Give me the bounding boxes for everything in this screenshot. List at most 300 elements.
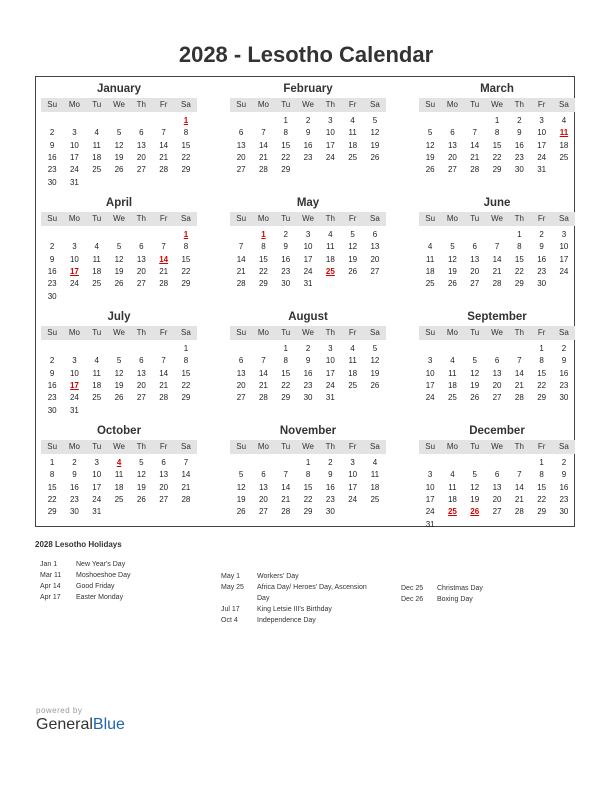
weekday-label: Fr xyxy=(537,442,546,451)
date-cell: 12 xyxy=(236,482,246,492)
date-cell: 14 xyxy=(281,482,291,492)
date-cell: 25 xyxy=(425,279,435,289)
weekday-header xyxy=(419,326,575,340)
date-cell: 21 xyxy=(159,266,169,276)
date-cell: 16 xyxy=(47,380,57,390)
date-cell: 10 xyxy=(325,128,335,138)
date-cell: 3 xyxy=(328,344,333,353)
date-cell: 21 xyxy=(470,152,480,162)
date-cell: 18 xyxy=(92,380,102,390)
holiday-item xyxy=(401,594,551,605)
date-cell: 3 xyxy=(350,458,355,467)
date-cell: 7 xyxy=(183,458,189,467)
month-july xyxy=(41,310,197,420)
date-cell: 7 xyxy=(161,242,166,252)
date-cell: 31 xyxy=(303,279,313,289)
date-cell: 6 xyxy=(139,356,144,366)
date-cell: 27 xyxy=(492,507,502,517)
date-cell: 5 xyxy=(427,128,433,138)
date-cell: 22 xyxy=(181,380,191,390)
date-cell: 3 xyxy=(561,230,567,239)
date-cell: 15 xyxy=(281,368,291,378)
date-cell: 17 xyxy=(325,368,335,378)
date-cell: 11 xyxy=(348,356,357,366)
date-cell: 1 xyxy=(283,344,288,353)
weekday-label: Su xyxy=(425,214,436,223)
holiday-item xyxy=(221,582,381,604)
date-cell: 30 xyxy=(303,393,313,403)
holiday-date: 1 xyxy=(261,230,266,239)
date-cell: 7 xyxy=(161,356,166,366)
date-cell: 15 xyxy=(537,482,547,492)
holiday-date-label: Jul 17 xyxy=(221,606,240,613)
month-name: October xyxy=(96,425,142,437)
date-cell: 12 xyxy=(136,470,146,480)
month-name: November xyxy=(279,425,337,437)
date-cell: 14 xyxy=(258,140,268,150)
date-cell: 4 xyxy=(372,458,378,467)
date-cell: 13 xyxy=(470,254,480,264)
date-cell: 2 xyxy=(561,344,567,353)
date-cell: 21 xyxy=(258,152,268,162)
holiday-date: 25 xyxy=(447,507,457,517)
date-cell: 2 xyxy=(305,344,311,353)
date-cell: 24 xyxy=(325,152,335,162)
date-cell: 27 xyxy=(159,494,169,504)
date-cell: 10 xyxy=(69,140,79,150)
date-cell: 23 xyxy=(559,494,569,504)
page-title: 2028 - Lesotho Calendar xyxy=(178,42,434,67)
date-cell: 21 xyxy=(492,266,502,276)
date-cell: 18 xyxy=(370,482,380,492)
weekday-label: Fr xyxy=(537,328,546,337)
weekday-label: Mo xyxy=(68,442,80,451)
logo-text-general: General xyxy=(36,716,93,733)
date-cell: 3 xyxy=(72,128,77,138)
holiday-item xyxy=(40,592,190,603)
month-name: May xyxy=(296,197,320,209)
date-cell: 23 xyxy=(325,494,335,504)
month-june xyxy=(419,196,575,306)
weekday-label: Th xyxy=(514,214,524,223)
weekday-label: Tu xyxy=(470,100,480,109)
weekday-label: Sa xyxy=(559,214,569,223)
date-cell: 9 xyxy=(517,128,522,138)
date-cell: 10 xyxy=(69,368,79,378)
date-cell: 4 xyxy=(450,470,455,480)
holiday-date: 17 xyxy=(69,266,79,276)
weekday-header xyxy=(419,440,575,454)
date-cell: 26 xyxy=(425,165,435,175)
date-cell: 3 xyxy=(427,470,433,480)
weekday-header xyxy=(41,440,197,454)
holiday-date: 25 xyxy=(325,266,335,276)
date-cell: 26 xyxy=(370,380,380,390)
weekday-label: Tu xyxy=(92,214,102,223)
date-cell: 28 xyxy=(258,165,268,175)
date-cell: 13 xyxy=(492,368,502,378)
month-september xyxy=(419,310,575,420)
weekday-label: Fr xyxy=(348,328,357,337)
date-cell: 12 xyxy=(114,140,124,150)
date-cell: 9 xyxy=(72,470,77,480)
month-name: September xyxy=(467,311,527,323)
weekday-label: We xyxy=(302,214,314,223)
date-cell: 4 xyxy=(350,116,355,125)
weekday-label: Sa xyxy=(181,214,191,223)
date-cell: 9 xyxy=(305,128,311,138)
month-november xyxy=(230,424,386,534)
date-cell: 7 xyxy=(261,356,266,366)
weekday-label: Tu xyxy=(281,328,291,337)
date-cell: 11 xyxy=(370,470,380,480)
date-cell: 22 xyxy=(47,494,57,504)
date-cell: 30 xyxy=(47,177,57,187)
date-cell: 4 xyxy=(561,116,567,125)
month-december xyxy=(419,424,575,534)
date-cell: 9 xyxy=(305,356,311,366)
date-cell: 6 xyxy=(494,356,500,366)
date-cell: 22 xyxy=(281,380,291,390)
date-cell: 24 xyxy=(92,494,102,504)
date-cell: 7 xyxy=(261,128,266,138)
weekday-label: Th xyxy=(325,328,335,337)
date-cell: 23 xyxy=(559,380,569,390)
date-cell: 19 xyxy=(447,266,457,276)
date-cell: 23 xyxy=(47,279,57,289)
holiday-item xyxy=(221,571,381,582)
date-cell: 15 xyxy=(181,254,191,264)
date-cell: 17 xyxy=(425,380,435,390)
date-cell: 5 xyxy=(372,116,378,125)
date-cell: 27 xyxy=(136,279,146,289)
date-cell: 20 xyxy=(136,380,146,390)
powered-by-text: powered by xyxy=(36,706,83,715)
date-cell: 2 xyxy=(561,458,567,467)
date-cell: 1 xyxy=(539,458,544,467)
weekday-label: Mo xyxy=(446,214,458,223)
date-cell: 16 xyxy=(303,368,313,378)
date-cell: 22 xyxy=(303,494,313,504)
generalblue-logo[interactable] xyxy=(36,716,125,734)
date-cell: 8 xyxy=(539,470,544,480)
date-cell: 29 xyxy=(258,279,268,289)
date-cell: 24 xyxy=(69,165,79,175)
holiday-name: Moshoeshoe Day xyxy=(76,572,131,579)
date-cell: 10 xyxy=(92,470,102,480)
date-cell: 12 xyxy=(370,128,380,138)
weekday-label: Su xyxy=(425,442,436,451)
date-cell: 10 xyxy=(325,356,335,366)
date-cell: 8 xyxy=(183,356,189,366)
date-cell: 21 xyxy=(181,482,191,492)
date-cell: 26 xyxy=(136,494,146,504)
date-cell: 30 xyxy=(281,279,291,289)
date-cell: 18 xyxy=(447,494,457,504)
date-cell: 19 xyxy=(370,368,380,378)
date-cell: 10 xyxy=(348,470,358,480)
date-cell: 28 xyxy=(236,279,246,289)
date-cell: 8 xyxy=(183,128,189,138)
weekday-label: Mo xyxy=(68,214,80,223)
date-cell: 12 xyxy=(470,482,480,492)
date-cell: 27 xyxy=(136,393,146,403)
date-cell: 13 xyxy=(136,140,146,150)
date-cell: 16 xyxy=(559,368,569,378)
date-cell: 14 xyxy=(236,254,246,264)
date-cell: 5 xyxy=(116,242,122,252)
date-cell: 29 xyxy=(492,165,502,175)
date-cell: 30 xyxy=(559,507,569,517)
date-cell: 7 xyxy=(494,242,500,252)
date-cell: 11 xyxy=(114,470,124,480)
date-cell: 8 xyxy=(494,128,500,138)
date-cell: 3 xyxy=(539,116,544,125)
date-cell: 15 xyxy=(514,254,524,264)
date-cell: 22 xyxy=(537,494,547,504)
date-cell: 23 xyxy=(514,152,524,162)
date-cell: 19 xyxy=(348,254,358,264)
date-cell: 1 xyxy=(539,344,544,353)
holiday-date-label: Jan 1 xyxy=(40,561,58,568)
holiday-date-label: Mar 11 xyxy=(40,572,62,579)
date-cell: 24 xyxy=(559,266,569,276)
weekday-label: We xyxy=(113,442,125,451)
date-cell: 8 xyxy=(539,356,544,366)
date-cell: 5 xyxy=(372,344,378,353)
holiday-column xyxy=(401,583,551,605)
date-cell: 16 xyxy=(47,152,57,162)
date-cell: 1 xyxy=(49,458,55,467)
weekday-label: Mo xyxy=(446,442,458,451)
date-cell: 5 xyxy=(472,470,477,480)
date-cell: 16 xyxy=(69,482,79,492)
date-cell: 20 xyxy=(236,152,246,162)
date-cell: 4 xyxy=(450,356,455,366)
date-cell: 23 xyxy=(69,494,79,504)
date-cell: 11 xyxy=(425,254,435,264)
date-cell: 21 xyxy=(159,380,169,390)
date-cell: 14 xyxy=(470,140,480,150)
month-august xyxy=(230,310,386,420)
date-cell: 26 xyxy=(236,507,246,517)
date-cell: 2 xyxy=(49,356,55,366)
date-cell: 9 xyxy=(328,470,333,480)
date-cell: 23 xyxy=(47,393,57,403)
weekday-label: We xyxy=(302,328,314,337)
date-cell: 28 xyxy=(181,494,191,504)
date-cell: 13 xyxy=(236,140,246,150)
date-cell: 20 xyxy=(258,494,268,504)
month-name: April xyxy=(105,197,133,209)
weekday-label: Th xyxy=(136,328,146,337)
date-cell: 16 xyxy=(537,254,547,264)
holidays-title: 2028 Lesotho Holidays xyxy=(35,540,122,549)
weekday-label: Su xyxy=(236,442,247,451)
holiday-column xyxy=(40,559,190,603)
weekday-label: Tu xyxy=(470,214,480,223)
date-cell: 2 xyxy=(49,128,55,138)
holiday-name: King Letsie III's Birthday xyxy=(257,606,332,613)
date-cell: 2 xyxy=(539,230,544,239)
date-cell: 5 xyxy=(450,242,455,252)
weekday-label: Fr xyxy=(348,442,357,451)
date-cell: 19 xyxy=(425,152,435,162)
weekday-label: Sa xyxy=(181,100,191,109)
weekday-label: Su xyxy=(425,328,436,337)
calendar-grid xyxy=(35,76,575,527)
date-cell: 2 xyxy=(328,458,333,467)
weekday-label: Su xyxy=(236,328,247,337)
holiday-name: New Year's Day xyxy=(76,561,126,568)
weekday-label: Mo xyxy=(257,100,269,109)
holiday-date-label: Dec 26 xyxy=(401,596,424,603)
date-cell: 3 xyxy=(328,116,333,125)
date-cell: 8 xyxy=(305,470,311,480)
date-cell: 10 xyxy=(425,368,435,378)
date-cell: 1 xyxy=(183,344,189,353)
weekday-label: Tu xyxy=(92,100,102,109)
date-cell: 4 xyxy=(94,356,99,366)
date-cell: 19 xyxy=(114,266,124,276)
date-cell: 10 xyxy=(425,482,435,492)
date-cell: 18 xyxy=(92,266,102,276)
holiday-name: Good Friday xyxy=(76,583,115,590)
date-cell: 4 xyxy=(94,128,99,138)
weekday-header xyxy=(230,212,386,226)
date-cell: 2 xyxy=(517,116,522,125)
date-cell: 20 xyxy=(492,380,502,390)
date-cell: 19 xyxy=(470,380,480,390)
date-cell: 26 xyxy=(470,393,480,403)
date-cell: 5 xyxy=(139,458,144,467)
date-cell: 15 xyxy=(281,140,291,150)
weekday-label: Fr xyxy=(537,100,546,109)
weekday-header xyxy=(230,326,386,340)
date-cell: 29 xyxy=(181,165,191,175)
date-cell: 31 xyxy=(69,177,79,187)
date-cell: 7 xyxy=(517,356,522,366)
weekday-label: We xyxy=(491,214,503,223)
date-cell: 22 xyxy=(514,266,524,276)
date-cell: 10 xyxy=(537,128,547,138)
weekday-label: Fr xyxy=(159,442,168,451)
date-cell: 14 xyxy=(514,368,524,378)
date-cell: 5 xyxy=(116,356,122,366)
weekday-label: Sa xyxy=(370,214,380,223)
date-cell: 13 xyxy=(447,140,457,150)
date-cell: 3 xyxy=(305,230,311,239)
holiday-date-label: May 25 xyxy=(221,584,244,591)
date-cell: 22 xyxy=(181,266,191,276)
date-cell: 23 xyxy=(303,380,313,390)
weekday-label: Tu xyxy=(281,100,291,109)
date-cell: 26 xyxy=(370,152,380,162)
date-cell: 7 xyxy=(283,470,288,480)
date-cell: 23 xyxy=(303,152,313,162)
date-cell: 29 xyxy=(281,165,291,175)
date-cell: 15 xyxy=(181,140,191,150)
date-cell: 9 xyxy=(539,242,544,252)
date-cell: 8 xyxy=(283,128,288,138)
weekday-label: Fr xyxy=(159,100,168,109)
date-cell: 24 xyxy=(348,494,358,504)
date-cell: 17 xyxy=(425,494,435,504)
date-cell: 26 xyxy=(114,393,124,403)
weekday-header xyxy=(41,212,197,226)
weekday-label: Th xyxy=(514,328,524,337)
date-cell: 27 xyxy=(258,507,268,517)
weekday-label: Th xyxy=(325,442,335,451)
date-cell: 13 xyxy=(136,254,146,264)
weekday-label: Su xyxy=(47,328,58,337)
date-cell: 24 xyxy=(425,507,435,517)
date-cell: 29 xyxy=(181,279,191,289)
date-cell: 19 xyxy=(370,140,380,150)
date-cell: 28 xyxy=(514,507,524,517)
date-cell: 3 xyxy=(72,242,77,252)
date-cell: 20 xyxy=(492,494,502,504)
date-cell: 22 xyxy=(181,152,191,162)
weekday-label: Th xyxy=(325,214,335,223)
weekday-label: Th xyxy=(514,442,524,451)
date-cell: 5 xyxy=(116,128,122,138)
date-cell: 25 xyxy=(559,152,569,162)
weekday-label: Th xyxy=(136,214,146,223)
month-name: December xyxy=(469,425,525,437)
date-cell: 11 xyxy=(92,254,101,264)
month-january xyxy=(41,82,197,192)
weekday-header xyxy=(419,98,575,112)
weekday-label: Su xyxy=(47,214,58,223)
weekday-label: Th xyxy=(514,100,524,109)
date-cell: 21 xyxy=(514,380,524,390)
date-cell: 27 xyxy=(470,279,480,289)
weekday-header xyxy=(419,212,575,226)
date-cell: 10 xyxy=(303,242,313,252)
date-cell: 28 xyxy=(492,279,502,289)
date-cell: 21 xyxy=(159,152,169,162)
weekday-header xyxy=(41,326,197,340)
date-cell: 6 xyxy=(450,128,455,138)
date-cell: 31 xyxy=(325,393,335,403)
date-cell: 8 xyxy=(261,242,266,252)
date-cell: 17 xyxy=(348,482,358,492)
date-cell: 12 xyxy=(114,254,124,264)
date-cell: 27 xyxy=(370,266,380,276)
date-cell: 25 xyxy=(92,279,102,289)
date-cell: 8 xyxy=(49,470,55,480)
logo-text-blue: Blue xyxy=(92,716,125,733)
date-cell: 6 xyxy=(139,242,144,252)
date-cell: 29 xyxy=(514,279,524,289)
date-cell: 21 xyxy=(236,266,246,276)
date-cell: 15 xyxy=(181,368,191,378)
date-cell: 14 xyxy=(492,254,502,264)
date-cell: 24 xyxy=(69,279,79,289)
holiday-date: 4 xyxy=(116,458,122,467)
date-cell: 9 xyxy=(49,140,55,150)
date-cell: 22 xyxy=(258,266,268,276)
weekday-header xyxy=(230,440,386,454)
holiday-date: 1 xyxy=(183,116,189,125)
date-cell: 30 xyxy=(69,507,79,517)
date-cell: 18 xyxy=(425,266,435,276)
date-cell: 27 xyxy=(236,393,246,403)
date-cell: 28 xyxy=(470,165,480,175)
holiday-item xyxy=(40,581,190,592)
date-cell: 29 xyxy=(181,393,191,403)
